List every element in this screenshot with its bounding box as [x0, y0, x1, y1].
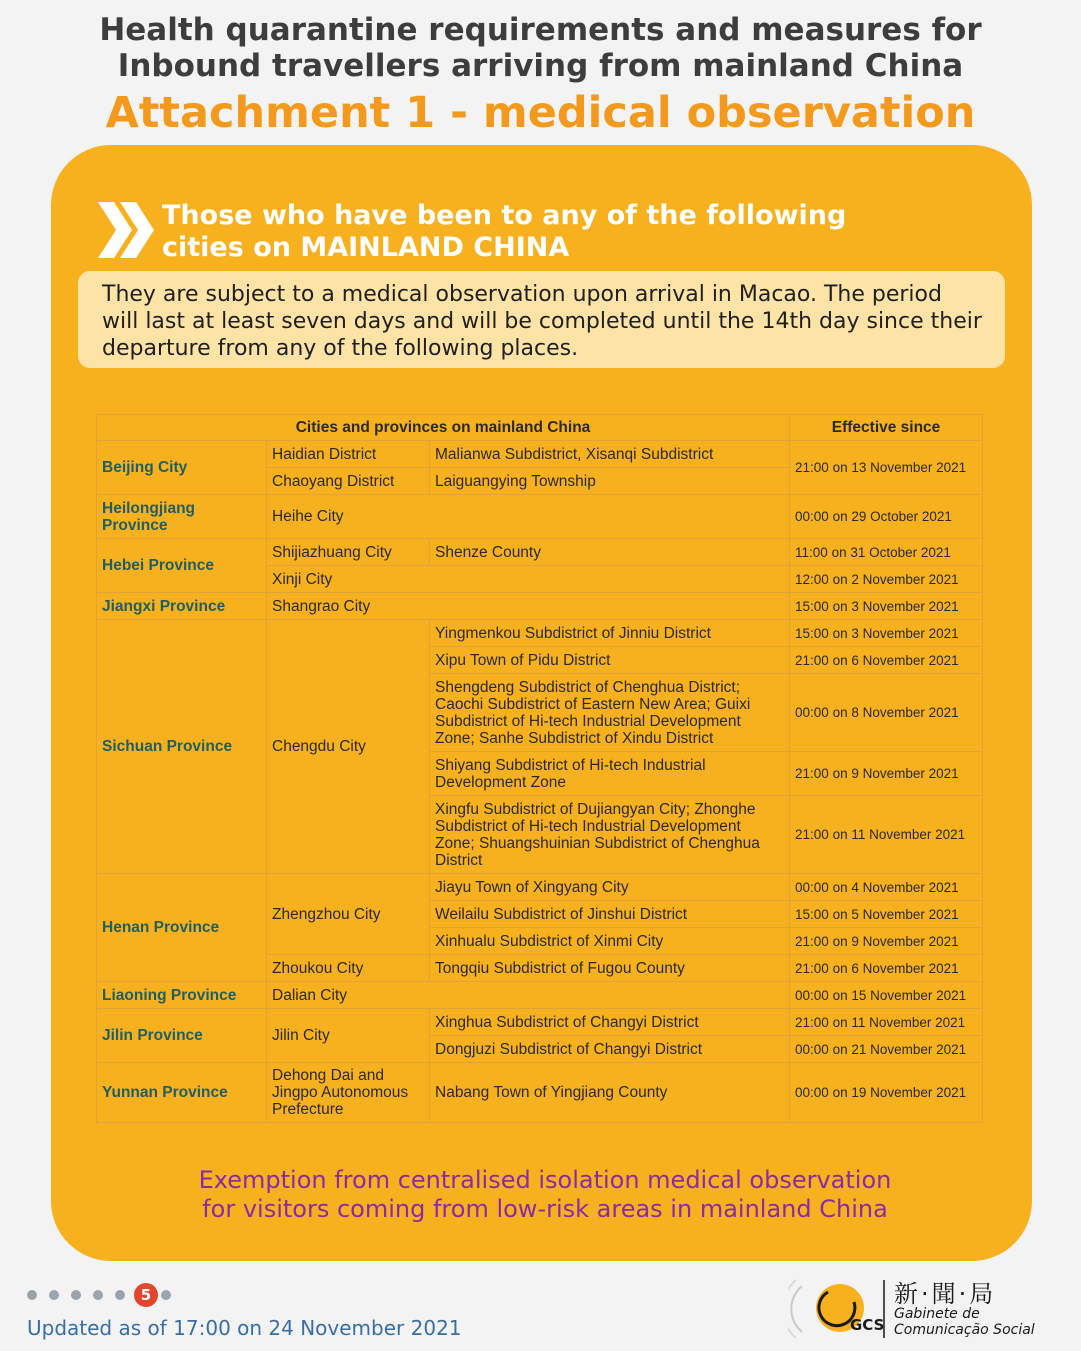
updated-timestamp: Updated as of 17:00 on 24 November 2021: [27, 1316, 462, 1340]
note-line-2: will last at least seven days and will be completed until the 14th day since their: [102, 309, 982, 334]
district-cell: Dongjuzi Subdistrict of Changyi District: [430, 1036, 790, 1063]
province-cell: Hebei Province: [97, 539, 267, 593]
district-cell: Xinghua Subdistrict of Changyi District: [430, 1009, 790, 1036]
date-cell: 21:00 on 6 November 2021: [790, 647, 983, 674]
date-cell: 11:00 on 31 October 2021: [790, 539, 983, 566]
table-row: [97, 1063, 983, 1123]
province-cell: Jilin Province: [97, 1009, 267, 1063]
page-dot[interactable]: [161, 1290, 171, 1300]
date-cell: 00:00 on 4 November 2021: [790, 874, 983, 901]
table-row: [97, 495, 983, 539]
date-cell: 12:00 on 2 November 2021: [790, 566, 983, 593]
date-cell: 00:00 on 15 November 2021: [790, 982, 983, 1009]
date-cell: 00:00 on 29 October 2021: [790, 495, 983, 539]
exemption-line-1: Exemption from centralised isolation medical observation: [198, 1166, 892, 1194]
logo-chinese: 新·聞·局: [894, 1280, 997, 1308]
table-header-row: [97, 415, 983, 441]
table-row: [97, 620, 983, 647]
province-cell: Henan Province: [97, 874, 267, 982]
district-cell: Xinhualu Subdistrict of Xinmi City: [430, 928, 790, 955]
district-cell: Nabang Town of Yingjiang County: [430, 1063, 790, 1123]
table-row: [97, 874, 983, 901]
header-places: Cities and provinces on mainland China: [97, 415, 790, 441]
city-cell: Haidian District: [267, 441, 430, 468]
province-cell: Beijing City: [97, 441, 267, 495]
title-line-2: Inbound travellers arriving from mainland China: [117, 48, 964, 84]
title-line-1: Health quarantine requirements and measures for: [99, 12, 982, 48]
observation-note: [78, 271, 1005, 368]
logo-mark: GCS: [850, 1316, 885, 1334]
city-cell: Dehong Dai and Jingpo Autonomous Prefecture: [267, 1063, 430, 1123]
table-row: [97, 982, 983, 1009]
city-cell: Chengdu City: [267, 620, 430, 874]
exemption-link[interactable]: [0, 1166, 1081, 1224]
district-cell: Xipu Town of Pidu District: [430, 647, 790, 674]
note-line-3: departure from any of the following places.: [102, 336, 579, 361]
logo-pt-line-1: Gabinete de: [894, 1306, 980, 1322]
date-cell: 21:00 on 11 November 2021: [790, 796, 983, 874]
city-cell: Shijiazhuang City: [267, 539, 430, 566]
table-row: [97, 441, 983, 468]
places-table: [96, 414, 983, 1123]
district-cell: Shiyang Subdistrict of Hi-tech Industrial Development Zone: [430, 752, 790, 796]
district-cell: Xingfu Subdistrict of Dujiangyan City; Zhonghe Subdistrict of Hi-tech Industrial Development Zone; Shuangshuinian Subdistrict of Chenghua District: [430, 796, 790, 874]
district-cell: Shenze County: [430, 539, 790, 566]
province-cell: Sichuan Province: [97, 620, 267, 874]
city-cell: Chaoyang District: [267, 468, 430, 495]
page-dot[interactable]: [71, 1290, 81, 1300]
district-cell: Jiayu Town of Xingyang City: [430, 874, 790, 901]
table-row: [97, 539, 983, 566]
header-effective-since: Effective since: [790, 415, 983, 441]
note-line-1: They are subject to a medical observation upon arrival in Macao. The period: [102, 282, 942, 307]
city-cell: Xinji City: [267, 566, 790, 593]
date-cell: 00:00 on 21 November 2021: [790, 1036, 983, 1063]
date-cell: 21:00 on 9 November 2021: [790, 752, 983, 796]
double-chevron-icon: [96, 200, 156, 260]
page-dot[interactable]: [49, 1290, 59, 1300]
province-cell: Heilongjiang Province: [97, 495, 267, 539]
district-cell: Malianwa Subdistrict, Xisanqi Subdistrict: [430, 441, 790, 468]
date-cell: 00:00 on 8 November 2021: [790, 674, 983, 752]
date-cell: 15:00 on 3 November 2021: [790, 593, 983, 620]
logo-portuguese: [894, 1306, 1035, 1338]
province-cell: Liaoning Province: [97, 982, 267, 1009]
city-cell: Shangrao City: [267, 593, 790, 620]
date-cell: 21:00 on 11 November 2021: [790, 1009, 983, 1036]
section-heading: [162, 200, 982, 264]
city-cell: Dalian City: [267, 982, 790, 1009]
page-dot[interactable]: [115, 1290, 125, 1300]
city-cell: Jilin City: [267, 1009, 430, 1063]
city-cell: Heihe City: [267, 495, 790, 539]
city-cell: Zhoukou City: [267, 955, 430, 982]
page-dot[interactable]: [27, 1290, 37, 1300]
district-cell: Shengdeng Subdistrict of Chenghua District; Caochi Subdistrict of Eastern New Area; Guixi Subdistrict of Hi-tech Industrial Development Zone; Sanhe Subdistrict of Xindu District: [430, 674, 790, 752]
city-cell: Zhengzhou City: [267, 874, 430, 955]
table-row: [97, 1009, 983, 1036]
attachment-title: Attachment 1 - medical observation: [105, 88, 976, 138]
date-cell: 21:00 on 13 November 2021: [790, 441, 983, 495]
province-cell: Jiangxi Province: [97, 593, 267, 620]
date-cell: 21:00 on 9 November 2021: [790, 928, 983, 955]
date-cell: 00:00 on 19 November 2021: [790, 1063, 983, 1123]
district-cell: Tongqiu Subdistrict of Fugou County: [430, 955, 790, 982]
date-cell: 15:00 on 3 November 2021: [790, 620, 983, 647]
district-cell: Laiguangying Township: [430, 468, 790, 495]
page-dot-active[interactable]: 5: [134, 1283, 158, 1307]
district-cell: Yingmenkou Subdistrict of Jinniu District: [430, 620, 790, 647]
section-heading-line-2: cities on MAINLAND CHINA: [162, 232, 570, 263]
logo-pt-line-2: Comunicação Social: [894, 1322, 1035, 1338]
exemption-line-2: for visitors coming from low-risk areas in mainland China: [202, 1195, 888, 1223]
district-cell: Weilailu Subdistrict of Jinshui District: [430, 901, 790, 928]
section-heading-line-1: Those who have been to any of the following: [162, 200, 847, 231]
table-row: [97, 593, 983, 620]
date-cell: 15:00 on 5 November 2021: [790, 901, 983, 928]
province-cell: Yunnan Province: [97, 1063, 267, 1123]
page-dot[interactable]: [93, 1290, 103, 1300]
date-cell: 21:00 on 6 November 2021: [790, 955, 983, 982]
